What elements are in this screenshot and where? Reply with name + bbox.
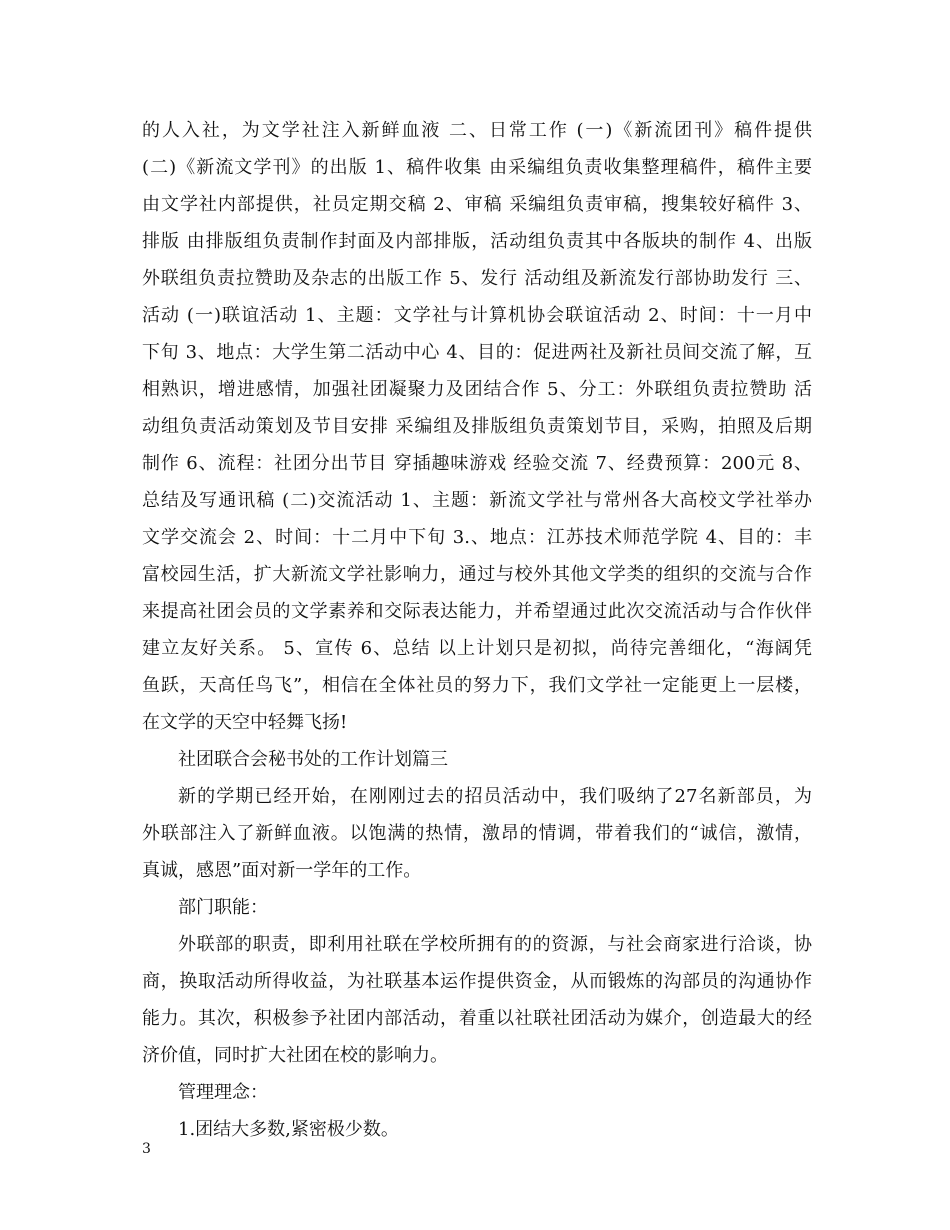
text-line: 新的学期已经开始，在刚刚过去的招员活动中，我们吸纳了27名新部员，为	[178, 786, 812, 807]
text-line: 外联部注入了新鲜血液。以饱满的热情，激昂的情调，带着我们的“诚信，激情，	[142, 823, 812, 844]
heading-management-philosophy: 管理理念：	[178, 1082, 268, 1103]
text-line: 商，换取活动所得收益，为社联基本运作提供资金，从而锻炼的沟部员的沟通协作	[142, 971, 812, 992]
paragraph-2	[142, 778, 812, 889]
text-line: 济价值，同时扩大社团在校的影响力。	[142, 1045, 448, 1066]
text-line: 建立友好关系。 5、宣传 6、总结 以上计划只是初拟，尚待完善细化，“海阔凭	[142, 638, 812, 659]
text-line: 活动 (一)联谊活动 1、主题：文学社与计算机协会联谊活动 2、时间：十一月中	[142, 305, 812, 326]
text-line: (二)《新流文学刊》的出版 1、稿件收集 由采编组负责收集整理稿件，稿件主要	[142, 157, 812, 178]
paragraph-1	[142, 112, 812, 741]
text-line: 在文学的天空中轻舞飞扬!	[142, 712, 348, 733]
text-line: 外联组负责拉赞助及杂志的出版工作 5、发行 活动组及新流发行部协助发行 三、	[142, 268, 812, 289]
text-line: 动组负责活动策划及节目安排 采编组及排版组负责策划节目，采购，拍照及后期	[142, 416, 812, 437]
text-line: 总结及写通讯稿 (二)交流活动 1、主题：新流文学社与常州各大高校文学社举办	[142, 490, 812, 511]
text-line: 相熟识，增进感情，加强社团凝聚力及团结合作 5、分工：外联组负责拉赞助 活	[142, 379, 812, 400]
text-line: 的人入社，为文学社注入新鲜血液 二、日常工作 (一)《新流团刊》稿件提供	[142, 120, 812, 141]
page-number: 3	[142, 1141, 151, 1157]
text-line: 鱼跃，天高任鸟飞”，相信在全体社员的努力下，我们文学社一定能更上一层楼，	[142, 675, 812, 696]
text-line: 能力。其次，积极参予社团内部活动，着重以社联社团活动为媒介，创造最大的经	[142, 1008, 812, 1029]
text-line: 来提高社团会员的文学素养和交际表达能力，并希望通过此次交流活动与合作伙伴	[142, 601, 812, 622]
paragraph-3	[142, 926, 812, 1074]
text-line: 下旬 3、地点：大学生第二活动中心 4、目的：促进两社及新社员间交流了解，互	[142, 342, 812, 363]
text-line: 文学交流会 2、时间：十二月中下旬 3.、地点：江苏技术师范学院 4、目的：丰	[142, 527, 812, 548]
text-line: 制作 6、流程：社团分出节目 穿插趣味游戏 经验交流 7、经费预算：200元 8、	[142, 453, 812, 474]
text-line: 真诚，感恩”面对新一学年的工作。	[142, 860, 422, 881]
section-title: 社团联合会秘书处的工作计划篇三	[178, 749, 448, 770]
list-item: 1.团结大多数,紧密极少数。	[178, 1119, 399, 1140]
heading-department-functions: 部门职能：	[178, 897, 268, 918]
text-line: 外联部的职责，即利用社联在学校所拥有的的资源，与社会商家进行洽谈，协	[178, 934, 812, 955]
text-line: 由文学社内部提供，社员定期交稿 2、审稿 采编组负责审稿，搜集较好稿件 3、	[142, 194, 812, 215]
text-line: 排版 由排版组负责制作封面及内部排版，活动组负责其中各版块的制作 4、出版	[142, 231, 812, 252]
text-line: 富校园生活，扩大新流文学社影响力，通过与校外其他文学类的组织的交流与合作	[142, 564, 812, 585]
body-text	[142, 112, 812, 1148]
